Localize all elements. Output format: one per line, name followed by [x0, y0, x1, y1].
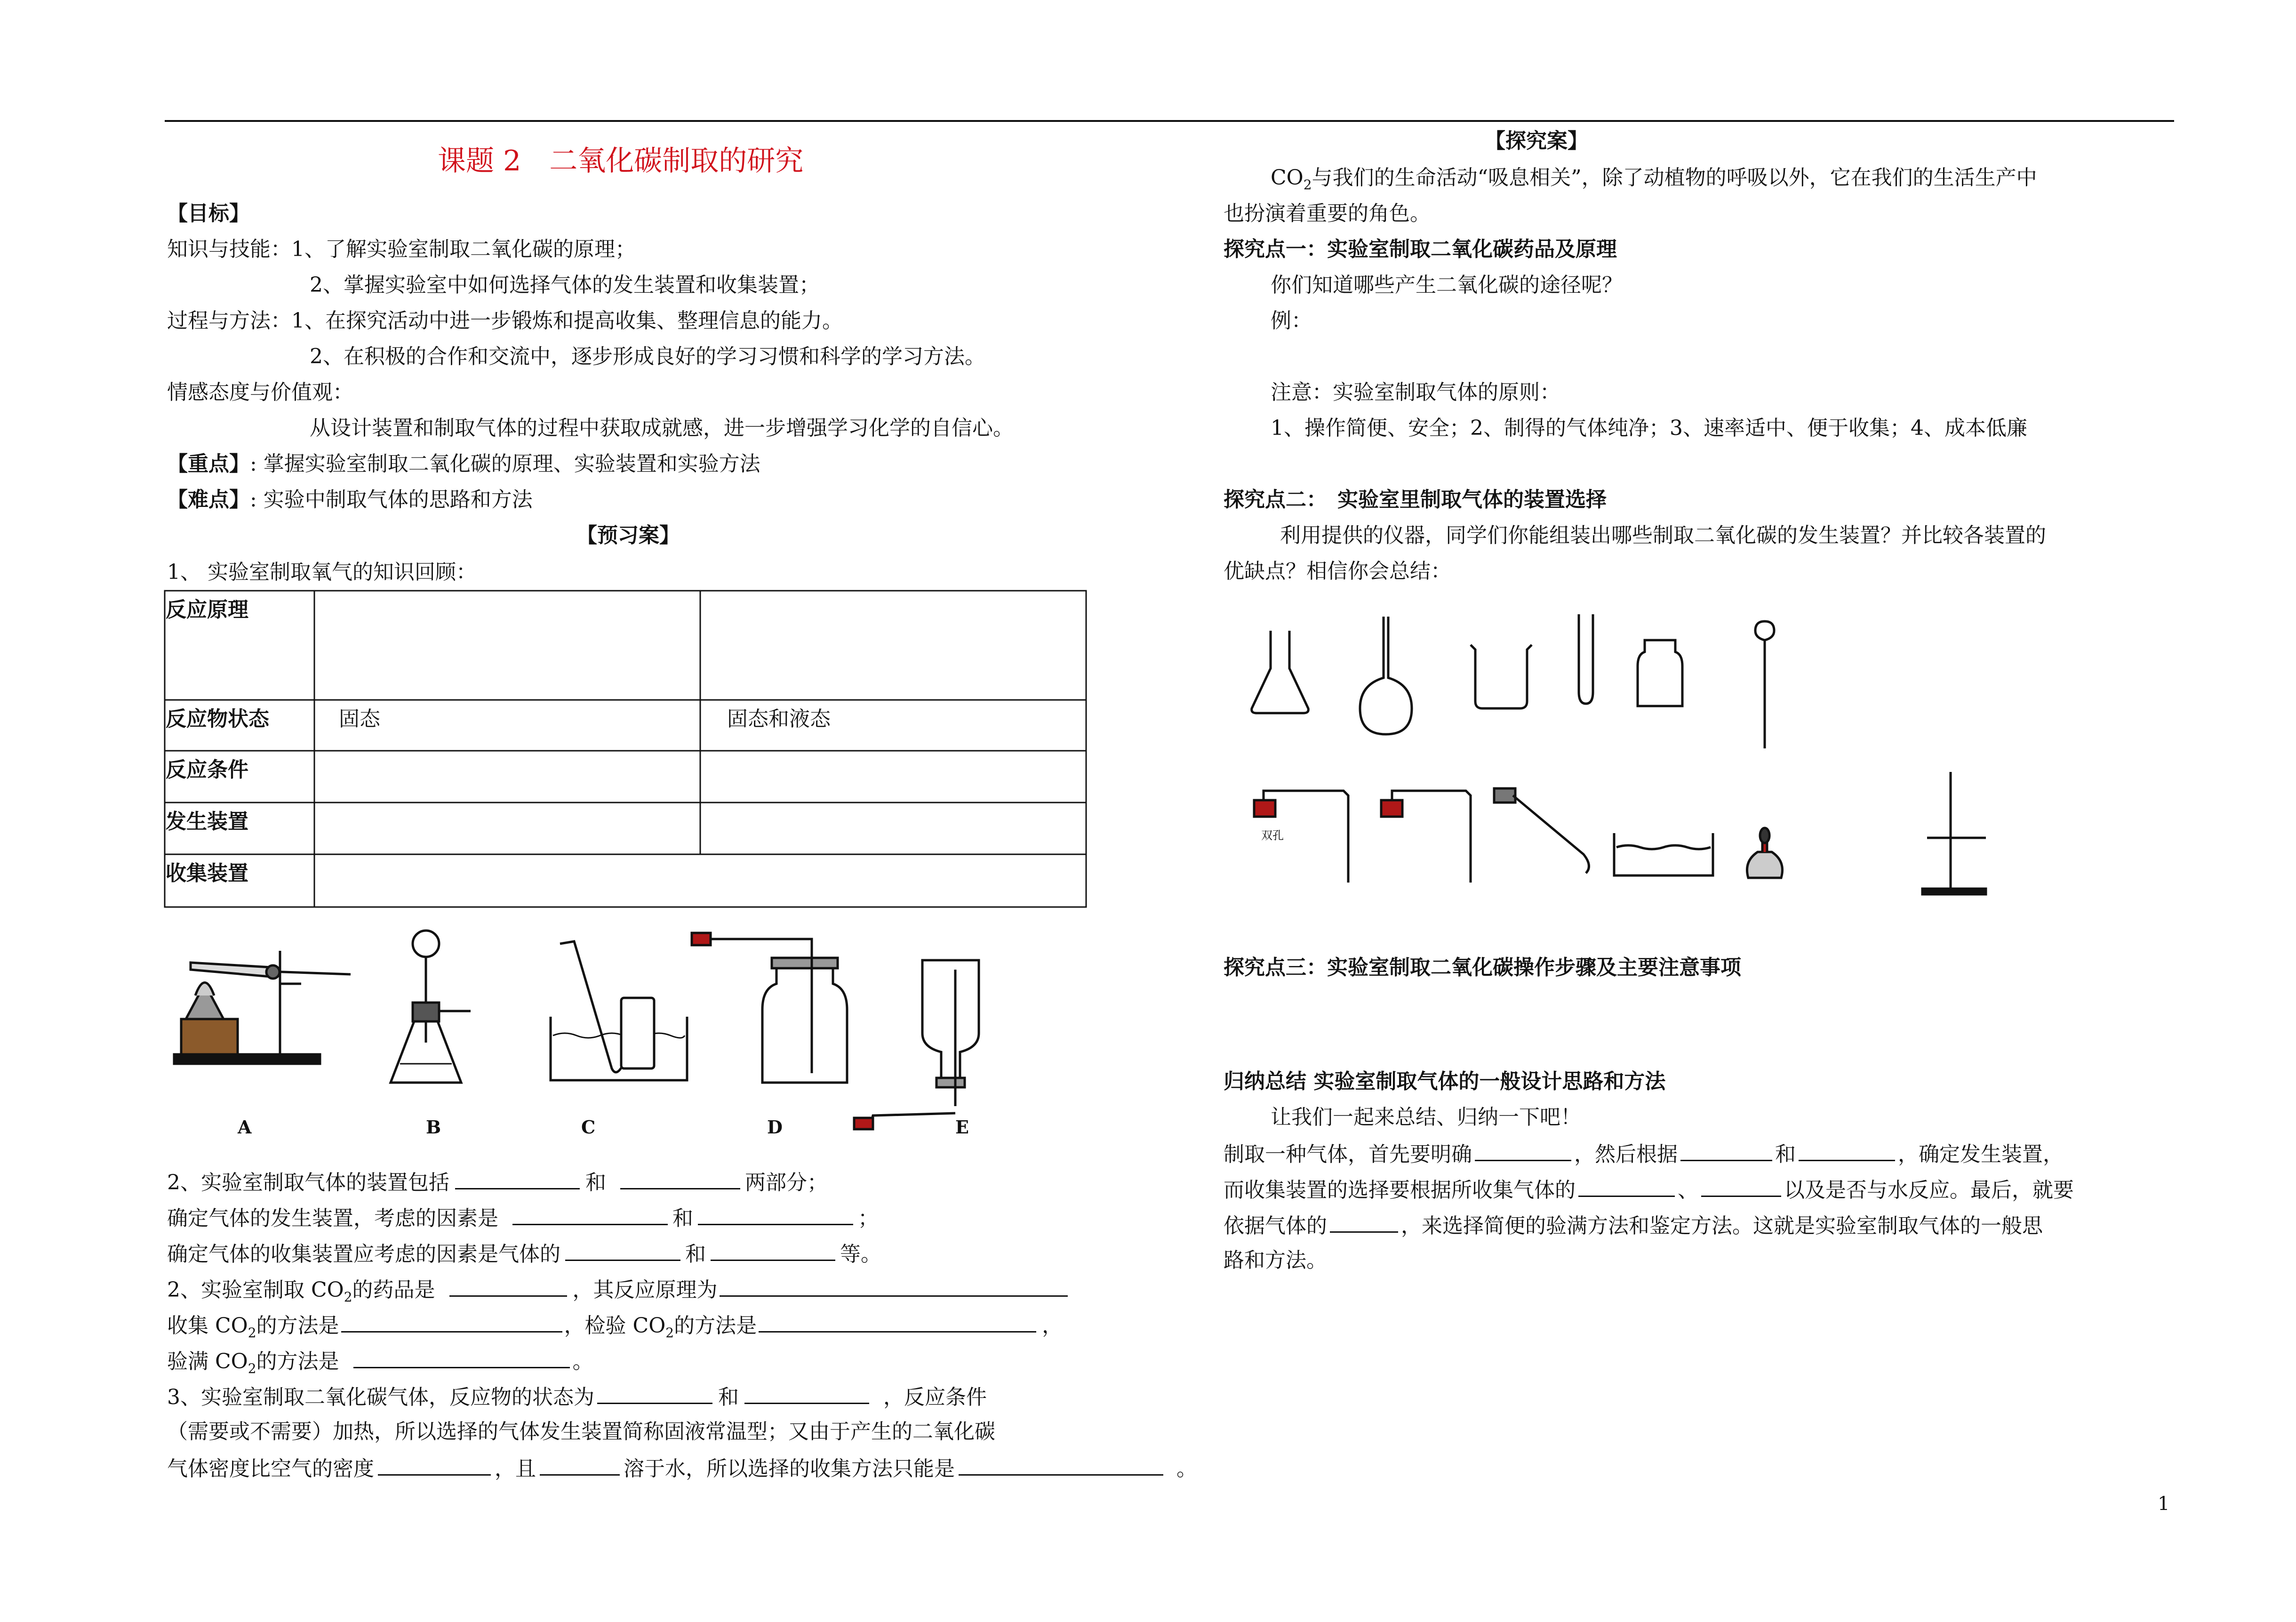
- key-point-text: : 掌握实验室制取二氧化碳的原理、实验装置和实验方法: [250, 452, 760, 476]
- conical-flask-icon: [1252, 631, 1309, 713]
- inquiry-point-2-line-1: 利用提供的仪器，同学们你能组装出哪些制取二氧化碳的发生装置？并比较各装置的: [1280, 523, 2046, 547]
- reagent-bottle-icon: [1638, 640, 1682, 706]
- summary-heading: 归纳总结 实验室制取气体的一般设计思路和方法: [1224, 1069, 1666, 1093]
- principles-note: 注意：实验室制取气体的原则：: [1271, 380, 1560, 404]
- blank[interactable]: [597, 1382, 712, 1404]
- blank[interactable]: [341, 1310, 562, 1333]
- inquiry-point-1-question: 你们知道哪些产生二氧化碳的途径呢？: [1271, 273, 1623, 297]
- apparatus-e-inverted-bottle: [854, 960, 979, 1129]
- apparatus-a-heating-setup: [174, 951, 351, 1064]
- apparatus-d-gas-bottle: [692, 933, 847, 1083]
- blank[interactable]: [711, 1239, 835, 1261]
- question-4-line-2: （需要或不需要）加热，所以选择的气体发生装置简称固液常温型；又由于产生的二氧化碳: [167, 1420, 995, 1444]
- question-2-line-3: 确定气体的收集装置应考虑的因素是气体的 和 等。: [167, 1239, 881, 1269]
- figure-label-e: E: [955, 1116, 969, 1138]
- question-4-line-1: 3、实验室制取二氧化碳气体，反应物的状态为 和 ，反应条件: [167, 1382, 987, 1412]
- blank[interactable]: [565, 1239, 680, 1261]
- blank[interactable]: [540, 1453, 620, 1476]
- question-3-line-2: 收集 $CO_2$的方法是 ，检验 $CO_2$的方法是 ，: [167, 1310, 1063, 1347]
- test-tube-icon: [1579, 614, 1593, 704]
- attitude-text: 从设计装置和制取气体的过程中获取成就感，进一步增强学习化学的自信心。: [310, 416, 1014, 440]
- table-cell-state-b: 固态和液态: [727, 707, 831, 731]
- inquiry-point-3: 探究点三：实验室制取二氧化碳操作步骤及主要注意事项: [1224, 956, 1741, 980]
- inquiry-heading: 【探究案】: [1485, 129, 1588, 153]
- table-row-label: 发生装置: [166, 810, 248, 834]
- inquiry-intro-2: 也扮演着重要的角色。: [1224, 201, 1431, 225]
- figure-label-c: C: [581, 1116, 596, 1138]
- goal-heading: 【目标】: [167, 201, 250, 225]
- blank[interactable]: [378, 1453, 491, 1476]
- inquiry-intro-1: $CO_2$与我们的生命活动“吸息相关”，除了动植物的呼吸以外，它在我们的生活生产中: [1271, 166, 2037, 193]
- blank[interactable]: [1701, 1175, 1781, 1197]
- knowledge-skill-1: 知识与技能：1、了解实验室制取二氧化碳的原理；: [167, 237, 636, 261]
- attitude-heading: 情感态度与价值观：: [167, 380, 353, 404]
- blank[interactable]: [353, 1346, 570, 1368]
- blank[interactable]: [698, 1203, 853, 1225]
- bent-tube-stopper-2-icon: [1381, 791, 1471, 883]
- blank[interactable]: [1475, 1139, 1571, 1161]
- difficulty-label: 【难点】: [167, 488, 250, 512]
- bent-tube-j-icon: [1494, 788, 1589, 873]
- oxygen-apparatus-figure: [165, 923, 993, 1148]
- blank[interactable]: [449, 1275, 567, 1297]
- iron-stand-icon: [1922, 772, 1986, 894]
- blank[interactable]: [720, 1275, 1068, 1297]
- summary-line-1: 制取一种气体，首先要明确 ，然后根据 和 ，确定发生装置，: [1224, 1139, 2064, 1169]
- process-method-1: 过程与方法：1、在探究活动中进一步锻炼和提高收集、整理信息的能力。: [167, 309, 843, 333]
- summary-line-2: 而收集装置的选择要根据所收集气体的 、 以及是否与水反应。最后，就要: [1224, 1175, 2074, 1204]
- table-cell-state-a: 固态: [339, 707, 380, 731]
- inquiry-point-2-line-2: 优缺点？相信你会总结：: [1224, 559, 1451, 583]
- figure-label-a: A: [238, 1116, 252, 1138]
- summary-line-4: 路和方法。: [1224, 1248, 1327, 1272]
- apparatus-b-flask-funnel: [391, 931, 471, 1083]
- page-number: 1: [2158, 1493, 2170, 1515]
- beaker-icon: [1471, 645, 1532, 708]
- question-2-line-1: 2、实验室制取气体的装置包括 和 两部分；: [167, 1167, 828, 1197]
- blank[interactable]: [959, 1453, 1163, 1476]
- figure-label-d: D: [767, 1116, 783, 1138]
- round-flask-icon: [1360, 617, 1412, 734]
- blank[interactable]: [1578, 1175, 1675, 1197]
- summary-intro: 让我们一起来总结、归纳一下吧！: [1271, 1105, 1581, 1129]
- blank[interactable]: [1680, 1139, 1772, 1161]
- water-trough-icon: [1614, 833, 1713, 875]
- funnel-icon: [1755, 621, 1774, 748]
- blank[interactable]: [1330, 1211, 1398, 1233]
- process-method-2: 2、在积极的合作和交流中，逐步形成良好的学习习惯和科学的学习方法。: [310, 345, 985, 369]
- blank[interactable]: [455, 1167, 580, 1189]
- stopper-label: 双孔: [1261, 829, 1284, 842]
- apparatus-c-water-trough: [551, 941, 687, 1080]
- question-1: 1、 实验室制取氧气的知识回顾：: [167, 560, 477, 584]
- table-row-label: 反应原理: [166, 598, 248, 622]
- table-row-label: 收集装置: [166, 861, 248, 885]
- inquiry-point-2: 探究点二： 实验室里制取气体的装置选择: [1224, 488, 1607, 512]
- summary-line-3: 依据气体的 ，来选择简便的验满方法和鉴定方法。这就是实验室制取气体的一般思: [1224, 1211, 2043, 1240]
- inquiry-point-1: 探究点一：实验室制取二氧化碳药品及原理: [1224, 237, 1617, 261]
- figure-label-b: B: [426, 1116, 441, 1138]
- page-title: 课题 2 二氧化碳制取的研究: [438, 145, 804, 177]
- blank[interactable]: [512, 1203, 668, 1225]
- question-3-line-1: 2、实验室制取 $CO_2$的药品是 ，其反应原理为: [167, 1275, 1068, 1311]
- question-4-line-3: 气体密度比空气的密度 ，且 溶于水，所以选择的收集方法只能是 。: [167, 1453, 1197, 1483]
- blank[interactable]: [1799, 1139, 1895, 1161]
- question-2-line-2: 确定气体的发生装置，考虑的因素是 和 ；: [167, 1203, 879, 1233]
- difficulty-text: : 实验中制取气体的思路和方法: [250, 488, 533, 512]
- question-3-line-3: 验满 $CO_2$的方法是 。: [167, 1346, 593, 1383]
- tubing-figure: [1242, 767, 2080, 908]
- knowledge-skill-2: 2、掌握实验室中如何选择气体的发生装置和收集装置；: [310, 273, 820, 297]
- inquiry-point-1-example: 例：: [1271, 309, 1312, 333]
- glassware-figure: [1242, 607, 1835, 767]
- blank[interactable]: [620, 1167, 740, 1189]
- blank[interactable]: [744, 1382, 869, 1404]
- key-point-label: 【重点】: [167, 452, 250, 476]
- alcohol-lamp-icon: [1747, 828, 1783, 878]
- principles-list: 1、操作简便、安全；2、制得的气体纯净；3、速率适中、便于收集；4、成本低廉: [1271, 416, 2027, 440]
- table-row-label: 反应物状态: [166, 707, 269, 731]
- preview-heading: 【预习案】: [576, 523, 680, 547]
- table-row-label: 反应条件: [166, 758, 248, 782]
- blank[interactable]: [759, 1310, 1036, 1333]
